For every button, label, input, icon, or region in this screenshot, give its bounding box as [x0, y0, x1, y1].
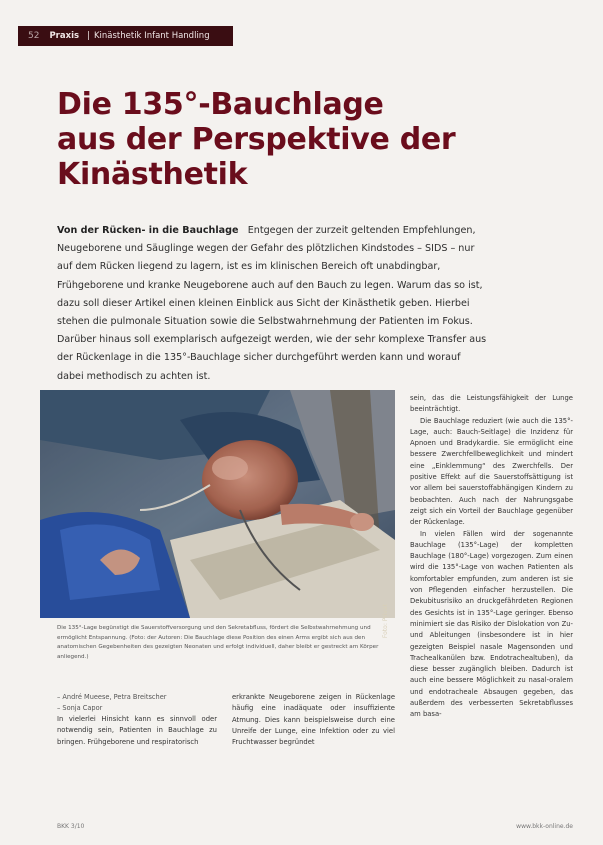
photo-caption: Die 135°-Lage begünstigt die Sauerstoffversorgung und den Sekretabfluss, fördert die Selbstwahrnehmung und ermöglicht Entspannung. (Foto: der Autoren: Die Bauchlage diese Position des einen Arms ergibt sich aus den anatomischen Gegebenheiten des gezeigten Neonaten und erfolgt individuell, daher bleibt er gestreckt am Körper anliegend.)	[57, 625, 379, 660]
title-line: Kinästhetik	[57, 157, 248, 192]
topic-label: Kinästhetik Infant Handling	[93, 31, 210, 41]
body-column-right	[410, 393, 573, 721]
page-number: 52	[28, 31, 40, 41]
section-label: Praxis	[49, 31, 80, 41]
body-column-middle	[232, 692, 395, 748]
body-paragraph: In vielen Fällen wird der sogenannte Bauchlage (135°-Lage) der kompletten Bauchlage (180°-Lage) vorgezogen. Zum einen wird die 135°-Lage von wachen Patienten als komfortabler empfunden, zum anderen ist sie von Pflegenden einfacher herzustellen. Die Dekubitusrisiko an druckgefährdeten Regionen des Gesichts ist in 135°-Lage geringer. Ebenso minimiert sie das Risiko der Dislokation von Zu- und Ableitungen (insbesondere ist in hier gezeigten Beispiel nasale Magensonden und Trachealkanülen bzw. Endotrachealtuben), da diese besser zugänglich bleiben. Dadurch ist auch eine bessere Möglichkeit zu nasal-oralem und endotracheale Absaugen gegeben, das außerdem des verbesserten Sekretabflusses am basa-	[410, 529, 573, 719]
author-line: – Sonja Capor	[57, 704, 103, 712]
body-paragraph: sein, das die Leistungsfähigkeit der Lunge beeinträchtigt.	[410, 394, 573, 414]
author-line: – André Mueese, Petra Breitscher	[57, 693, 167, 701]
body-paragraph: In vielerlei Hinsicht kann es sinnvoll oder notwendig sein, Patienten in Bauchlage zu bringen. Frühgeborene und respiratorisch	[57, 715, 217, 746]
article-title	[57, 87, 517, 192]
title-line: Die 135°-Bauchlage	[57, 87, 384, 122]
photo-credit: Foto: Privat	[382, 604, 389, 639]
lead-kicker: Von der Rücken- in die Bauchlage	[57, 225, 239, 236]
running-header	[18, 26, 233, 46]
body-column-left	[57, 714, 217, 748]
footer-website: www.bkk-online.de	[516, 823, 573, 830]
title-line: aus der Perspektive der	[57, 122, 456, 157]
body-paragraph: Die Bauchlage reduziert (wie auch die 135°-Lage, auch: Bauch-Seitlage) die Inzidenz für Apnoen und Bradykardie. Sie ermöglicht eine bessere Zwerchfellbeweglichkeit und mindert eine „Einklemmung“ des Zwerchfells. Der positive Effekt auf die Sauerstoffsättigung ist vor allem bei sauerstoffabhängigen Kindern zu beobachten. Auch nach der Nahrungsgabe zeigt sich ein Vorteil der Bauchlage gegenüber der Rückenlage.	[410, 416, 573, 527]
header-separator: |	[87, 31, 90, 41]
body-paragraph: erkrankte Neugeborene zeigen in Rückenlage häufig eine inadäquate oder insuffiziente Atmung. Dies kann beispielsweise durch eine Unreife der Lunge, eine Infektion oder zu viel Fruchtwasser begründet	[232, 693, 395, 747]
lead-paragraph	[57, 222, 487, 386]
footer-issue: BKK 3/10	[57, 823, 85, 830]
lead-text: Entgegen der zurzeit geltenden Empfehlungen, Neugeborene und Säuglinge wegen der Gefahr des plötzlichen Kindstodes – SIDS – nur auf dem Rücken liegend zu lagern, ist es im klinischen Bereich oft unabdingbar, Frühgeborene und kranke Neugeborene auch auf den Bauch zu legen. Warum das so ist, dazu soll dieser Artikel einen kleinen Einblick aus Sicht der Kinästhetik geben. Hierbei stehen die pulmonale Situation sowie die Selbstwahrnehmung der Patienten im Fokus. Darüber hinaus soll exemplarisch aufgezeigt werden, wie der sehr komplexe Transfer aus der Rückenlage in die 135°-Bauchlage sicher durchgeführt werden kann und worauf dabei methodisch zu achten ist.	[57, 225, 487, 382]
article-photo	[40, 390, 395, 639]
infant-prone-photo-illustration	[40, 390, 395, 618]
author-list	[57, 692, 215, 714]
